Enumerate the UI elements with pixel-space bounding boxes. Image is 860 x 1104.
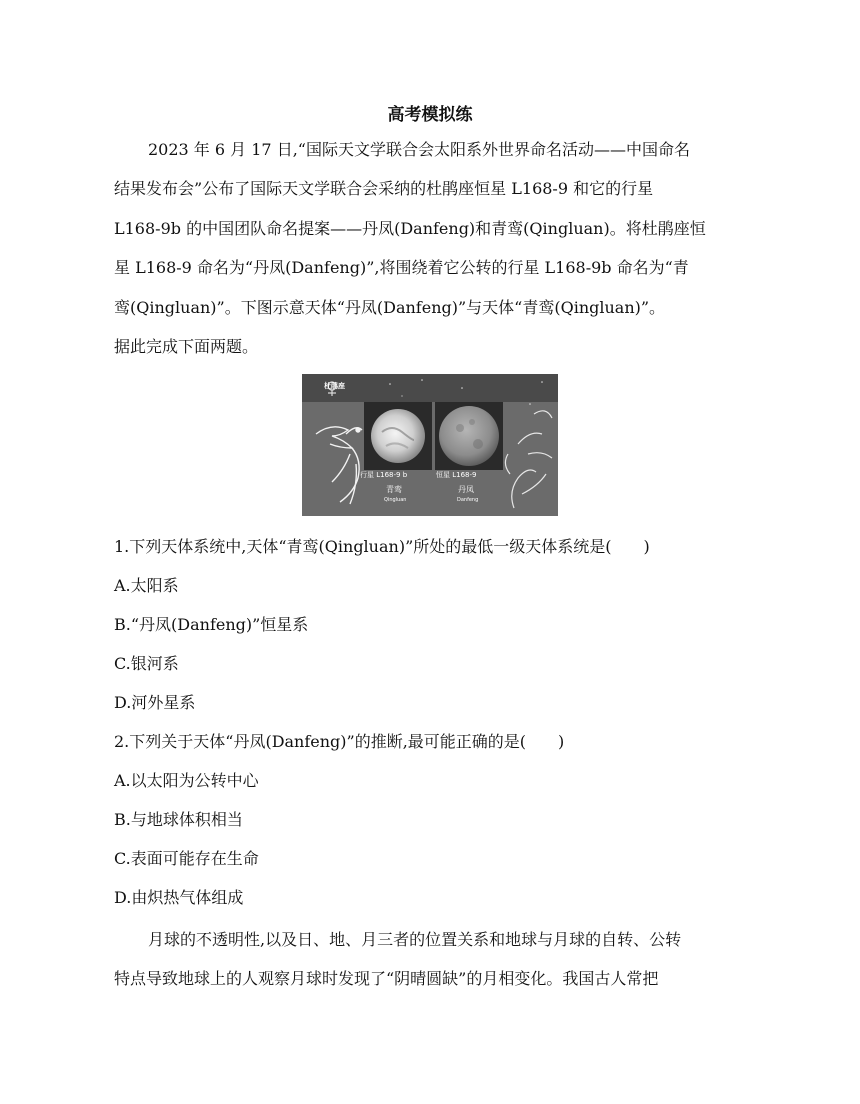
question-1-option-b: B.“丹凤(Danfeng)”恒星系 bbox=[114, 615, 309, 634]
question-1-option-a: A.太阳系 bbox=[114, 576, 179, 595]
figure-artwork bbox=[302, 374, 558, 516]
question-1-option-d: D.河外星系 bbox=[114, 693, 196, 712]
danfeng-qingluan-figure bbox=[302, 374, 558, 516]
question-1-option-c: C.银河系 bbox=[114, 654, 179, 673]
star-label: 恒星 L168-9 bbox=[436, 471, 477, 479]
phoenix-left-ornament bbox=[316, 427, 362, 504]
question-1-stem: 1.下列天体系统中,天体“青鸾(Qingluan)”所处的最低一级天体系统是( ) bbox=[114, 537, 650, 556]
question-2-option-a: A.以太阳为公转中心 bbox=[114, 771, 259, 790]
planet-qingluan bbox=[371, 409, 425, 463]
star-name: 丹凤 bbox=[458, 485, 474, 494]
passage-2-line-2: 特点导致地球上的人观察月球时发现了“阴晴圆缺”的月相变化。我国古人常把 bbox=[114, 969, 659, 989]
intro-line-1: 2023 年 6 月 17 日,“国际天文学联合会太阳系外世界命名活动——中国命名 bbox=[148, 140, 690, 159]
intro-line-4: 星 L168-9 命名为“丹凤(Danfeng)”,将围绕着它公转的行星 L168-9b 命名为“青 bbox=[114, 258, 689, 278]
intro-line-5: 鸾(Qingluan)”。下图示意天体“丹凤(Danfeng)”与天体“青鸾(Qingluan)”。 bbox=[114, 297, 666, 317]
intro-paragraph bbox=[114, 130, 746, 366]
constellation-label: 杜鹃座 bbox=[324, 382, 345, 390]
question-2-option-b: B.与地球体积相当 bbox=[114, 810, 243, 829]
passage-2-paragraph bbox=[114, 920, 746, 999]
phoenix-right-ornament bbox=[505, 411, 552, 508]
passage-2-line-1: 月球的不透明性,以及日、地、月三者的位置关系和地球与月球的自转、公转 bbox=[148, 930, 682, 949]
star-pinyin: Danfeng bbox=[457, 497, 479, 503]
star-danfeng bbox=[439, 406, 499, 466]
planet-name: 青鸾 bbox=[386, 485, 402, 494]
planet-pinyin: Qingluan bbox=[384, 497, 407, 503]
intro-line-3: L168-9b 的中国团队命名提案——丹凤(Danfeng)和青鸾(Qingluan)。将杜鹃座恒 bbox=[114, 218, 706, 238]
question-2-option-c: C.表面可能存在生命 bbox=[114, 849, 259, 868]
star-dots bbox=[389, 379, 543, 405]
intro-line-6: 据此完成下面两题。 bbox=[114, 337, 259, 357]
question-2-stem: 2.下列关于天体“丹凤(Danfeng)”的推断,最可能正确的是( ) bbox=[114, 732, 565, 751]
question-2-option-d: D.由炽热气体组成 bbox=[114, 888, 244, 907]
planet-label: 行星 L168-9 b bbox=[360, 471, 408, 479]
page-title: 高考模拟练 bbox=[387, 105, 473, 125]
intro-line-2: 结果发布会”公布了国际天文学联合会采纳的杜鹃座恒星 L168-9 和它的行星 bbox=[114, 179, 654, 199]
